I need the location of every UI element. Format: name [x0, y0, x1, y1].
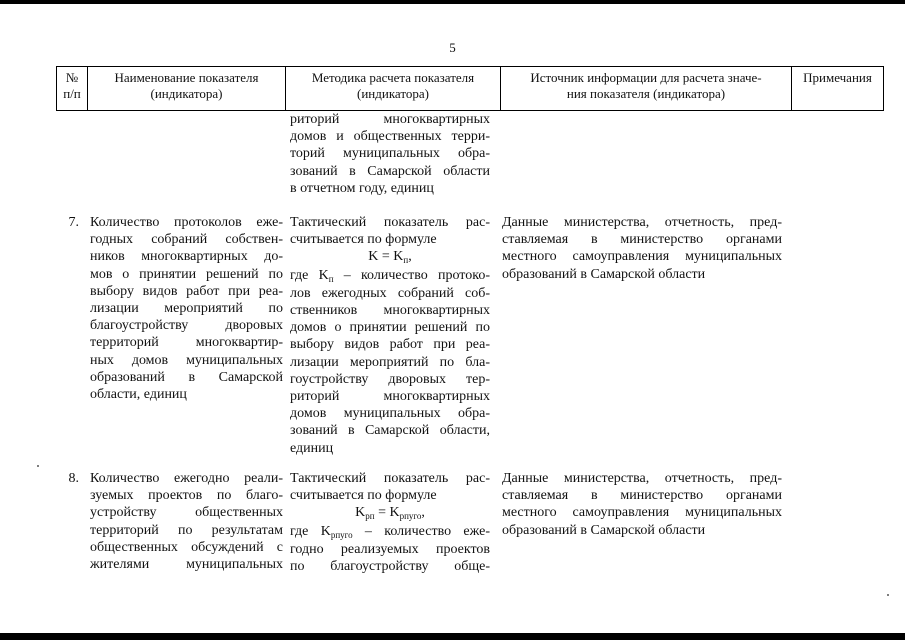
- header-notes: Примечания: [803, 70, 872, 85]
- page-number: 5: [449, 40, 456, 55]
- row-7-formula-definition: где $K_п$ – количество протоко-: [290, 267, 490, 284]
- row-8-information-source: Данные министерства, отчетность, пред- ставляемая в министерство органами местного самоуправления муниципальных образований в Самарской области: [502, 471, 782, 538]
- scan-border-top: [0, 0, 905, 4]
- row-8-indicator-name: Количество ежегодно реали- зуемых проектов по благо- устройству общественных территорий по результатам общественных обсуждений с жителями муниципальных: [90, 471, 283, 573]
- scan-speck: [37, 465, 39, 467]
- scan-border-bottom: [0, 633, 905, 640]
- row-8-calculation-method: Тактический показатель рас- считывается по формуле $K_{рп} = K_{рпуго}$, где $K_{рпуго}$ – количество еже- годно реализуемых проектов по благоустройству обще-: [290, 471, 490, 575]
- header-indicator-name: Наименование показателя (индикатора): [88, 67, 286, 110]
- continuation-method-text: риторий многоквартирных домов и общественных терри- торий муниципальных обра- зований в Самарской области в отчетном году, единиц: [290, 112, 490, 196]
- scan-speck: [887, 594, 889, 596]
- row-7-calculation-method: Тактический показатель рас- считывается по формуле $K = K_п$, где $K_п$ – количество протоко- лов ежегодных собраний соб- ственников многоквартирных домов о принятии решений по выбору видов работ при реа- лизации мероприятий по бла- гоустройству дворовых тер- риторий многоквартирных домов муниципальных обра- зований в Самарской области, единиц: [290, 215, 490, 456]
- row-7-information-source: Данные министерства, отчетность, пред- ставляемая в министерство органами местного самоуправления муниципальных образований в Самарской области: [502, 215, 782, 282]
- row-7-formula: $K = K_п$,: [368, 249, 412, 266]
- header-information-source: Источник информации для расчета значе- ния показателя (индикатора): [501, 67, 792, 110]
- row-7-number: 7.: [68, 215, 79, 230]
- row-7-indicator-name: Количество протоколов еже- годных собраний собствен- ников многоквартирных до- мов о принятии решений по выбору видов работ при реа- лизации мероприятий по благоустройству дворовых территорий многоквартир- ных домов муниципальных образований в Самарской области, единиц: [90, 215, 283, 403]
- table-header: [56, 66, 884, 111]
- row-8-formula: $K_{рп} = K_{рпуго}$,: [355, 505, 425, 522]
- row-8-number: 8.: [68, 471, 79, 486]
- row-8-formula-definition: где $K_{рпуго}$ – количество еже-: [290, 523, 490, 540]
- header-calculation-method: Методика расчета показателя (индикатора): [286, 67, 501, 110]
- header-number: № п/п: [57, 67, 88, 110]
